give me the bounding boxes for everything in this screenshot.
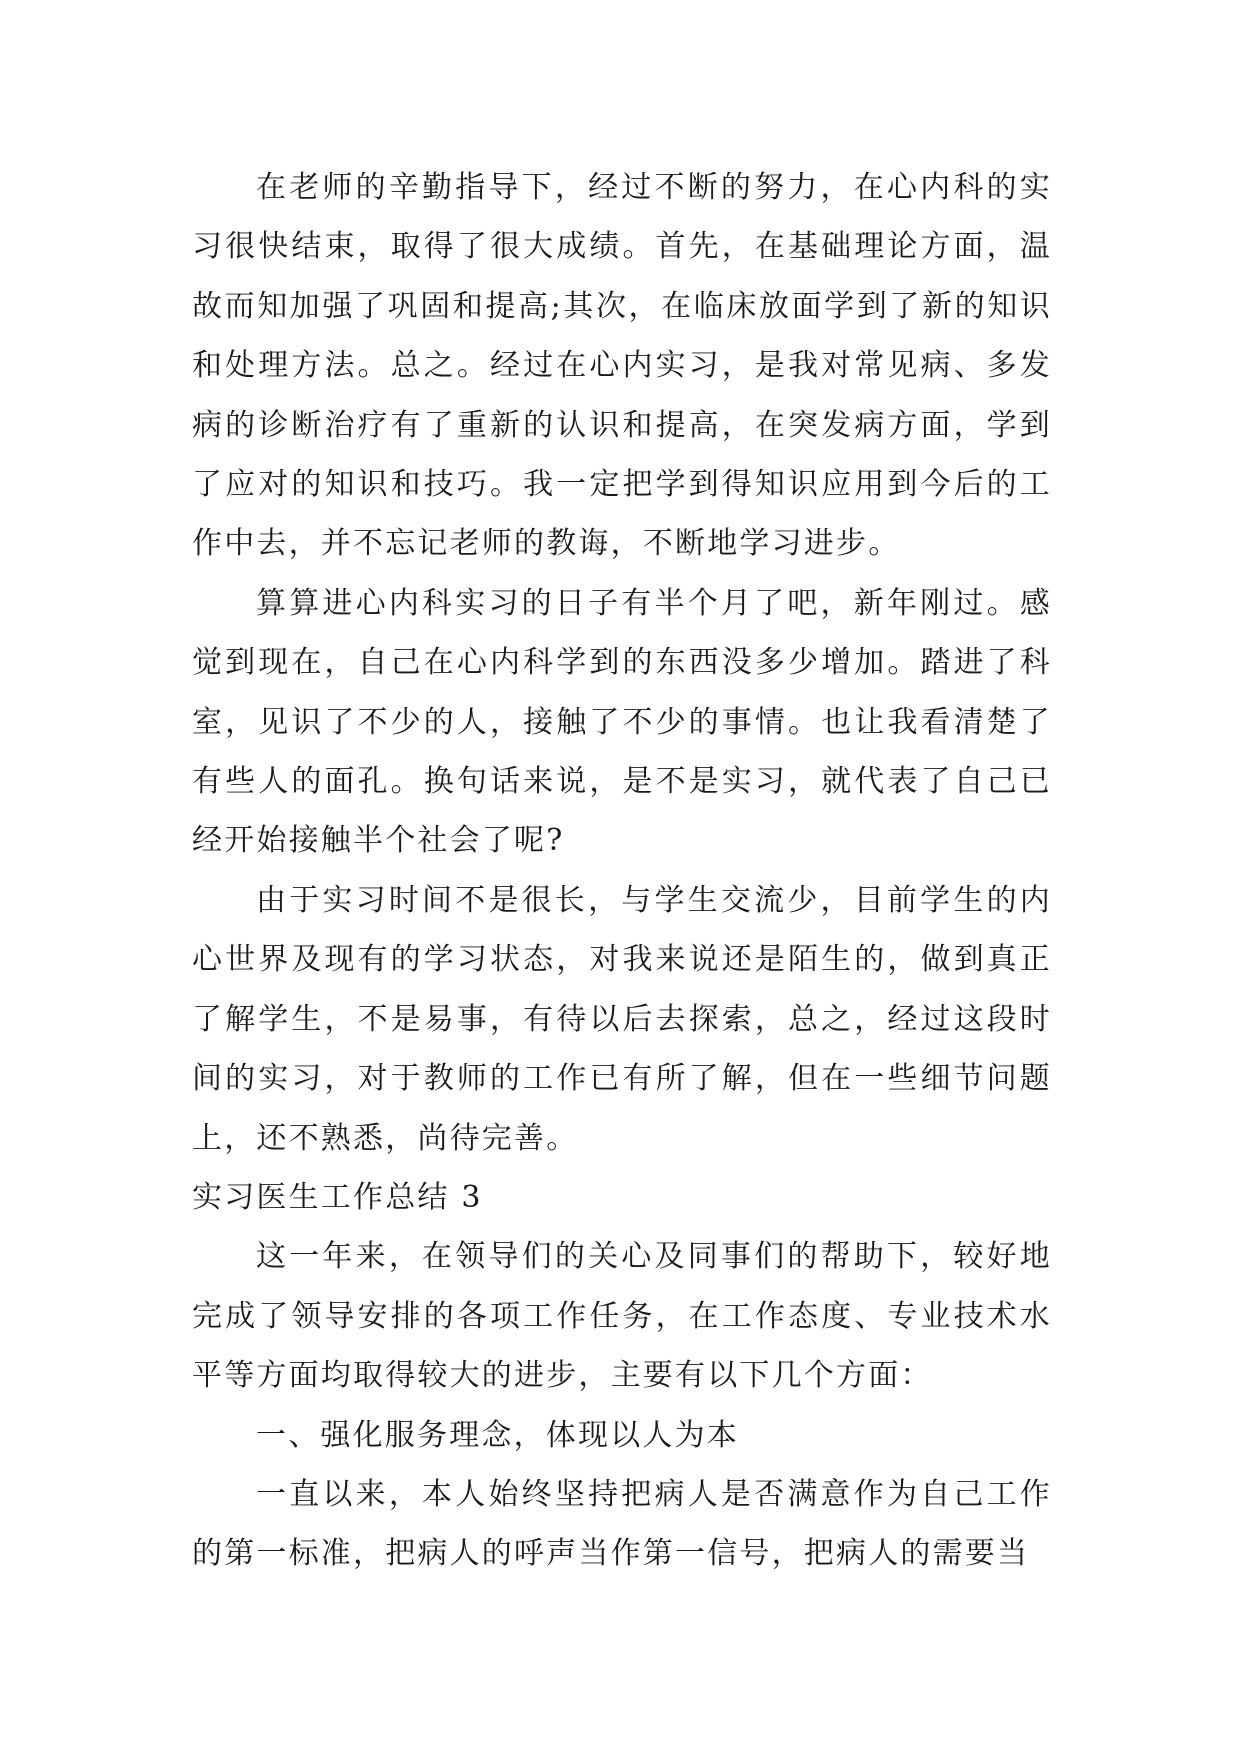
section-title: 实习医生工作总结 3 [192, 1179, 483, 1215]
paragraph-internship-summary: 在老师的辛勤指导下，经过不断的努力，在心内科的实习很快结束，取得了很大成绩。首先，在基础理论方面，温故而知加强了巩固和提高;其次，在临床放面学到了新的知识和处理方法。总之。经过在心内实习，是我对常见病、多发病的诊断治疗有了重新的认识和提高，在突发病方面，学到了应对的知识和技巧。我一定把学到得知识应用到今后的工作中去，并不忘记老师的教诲，不断地学习进步。 [192, 170, 1052, 562]
subheading-service-concept: 一、强化服务理念，体现以人为本 [256, 1417, 739, 1453]
paragraph-half-month-reflection: 算算进心内科实习的日子有半个月了吧，新年刚过。感觉到现在，自己在心内科学到的东西没多少增加。踏进了科室，见识了不少的人，接触了不少的事情。也让我看清楚了有些人的面孔。换句话来说，是不是实习，就代表了自己已经开始接触半个社会了呢? [192, 585, 1052, 859]
paragraph-student-understanding: 由于实习时间不是很长，与学生交流少，目前学生的内心世界及现有的学习状态，对我来说还是陌生的，做到真正了解学生，不是易事，有待以后去探索，总之，经过这段时间的实习，对于教师的工作已有所了解，但在一些细节问题上，还不熟悉，尚待完善。 [192, 882, 1052, 1156]
paragraph-patient-satisfaction: 一直以来，本人始终坚持把病人是否满意作为自己工作的第一标准，把病人的呼声当作第一信号，把病人的需要当 [192, 1476, 1052, 1572]
document-page [192, 158, 1052, 1584]
paragraph-year-intro: 这一年来，在领导们的关心及同事们的帮助下，较好地完成了领导安排的各项工作任务，在工作态度、专业技术水平等方面均取得较大的进步，主要有以下几个方面： [192, 1239, 1052, 1394]
